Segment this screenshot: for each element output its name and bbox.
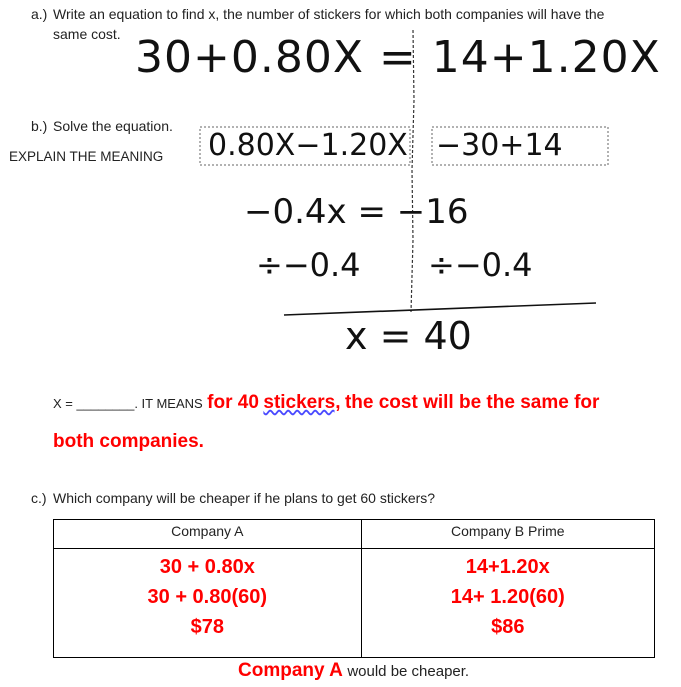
part-a-question-line1: Write an equation to find x, the number of stickers for which both companies will have the bbox=[53, 6, 605, 22]
conclusion-company: Company A bbox=[238, 660, 343, 681]
company-b-substitution: 14+ 1.20(60) bbox=[450, 586, 565, 608]
step2: −0.4x = −16 bbox=[244, 192, 469, 232]
header-company-b: Company B Prime bbox=[361, 520, 654, 549]
company-b-total: $86 bbox=[491, 616, 525, 638]
company-a-total: $78 bbox=[190, 616, 224, 638]
answer-part2: the cost will be the same for bbox=[344, 392, 600, 413]
answer-underlined-word: stickers, bbox=[263, 392, 341, 413]
company-b-cell bbox=[361, 549, 654, 658]
header-company-a: Company A bbox=[54, 520, 362, 549]
part-a-label: a.) bbox=[31, 6, 48, 22]
explain-meaning-label: EXPLAIN THE MEANING bbox=[9, 149, 164, 164]
meaning-line2: both companies. bbox=[53, 431, 204, 452]
handwritten-equation: 30+0.80X = 14+1.20X bbox=[135, 32, 661, 83]
conclusion bbox=[238, 660, 469, 682]
step3-left: ÷−0.4 bbox=[256, 246, 361, 284]
answer-part1: for 40 bbox=[207, 392, 259, 413]
result: x = 40 bbox=[345, 314, 472, 358]
step1-left: 0.80X−1.20X bbox=[208, 128, 408, 163]
part-c-label: c.) bbox=[31, 490, 47, 506]
company-a-cell bbox=[54, 549, 362, 658]
conclusion-text: would be cheaper. bbox=[347, 663, 470, 680]
comparison-table bbox=[53, 519, 655, 658]
step1-right: −30+14 bbox=[436, 128, 563, 163]
meaning-line1 bbox=[53, 392, 599, 414]
company-a-substitution: 30 + 0.80(60) bbox=[147, 586, 268, 608]
part-b-question: Solve the equation. bbox=[53, 118, 173, 134]
company-b-expression: 14+1.20x bbox=[465, 556, 550, 578]
part-a-question-line2: same cost. bbox=[53, 26, 121, 42]
vertical-divider-line bbox=[411, 30, 414, 312]
part-c-question: Which company will be cheaper if he plans to get 60 stickers? bbox=[53, 490, 436, 506]
step3-right: ÷−0.4 bbox=[428, 246, 533, 284]
x-blank-prefix: X = ________. IT MEANS bbox=[53, 396, 203, 411]
company-a-expression: 30 + 0.80x bbox=[159, 556, 255, 578]
part-b-label: b.) bbox=[31, 118, 48, 134]
